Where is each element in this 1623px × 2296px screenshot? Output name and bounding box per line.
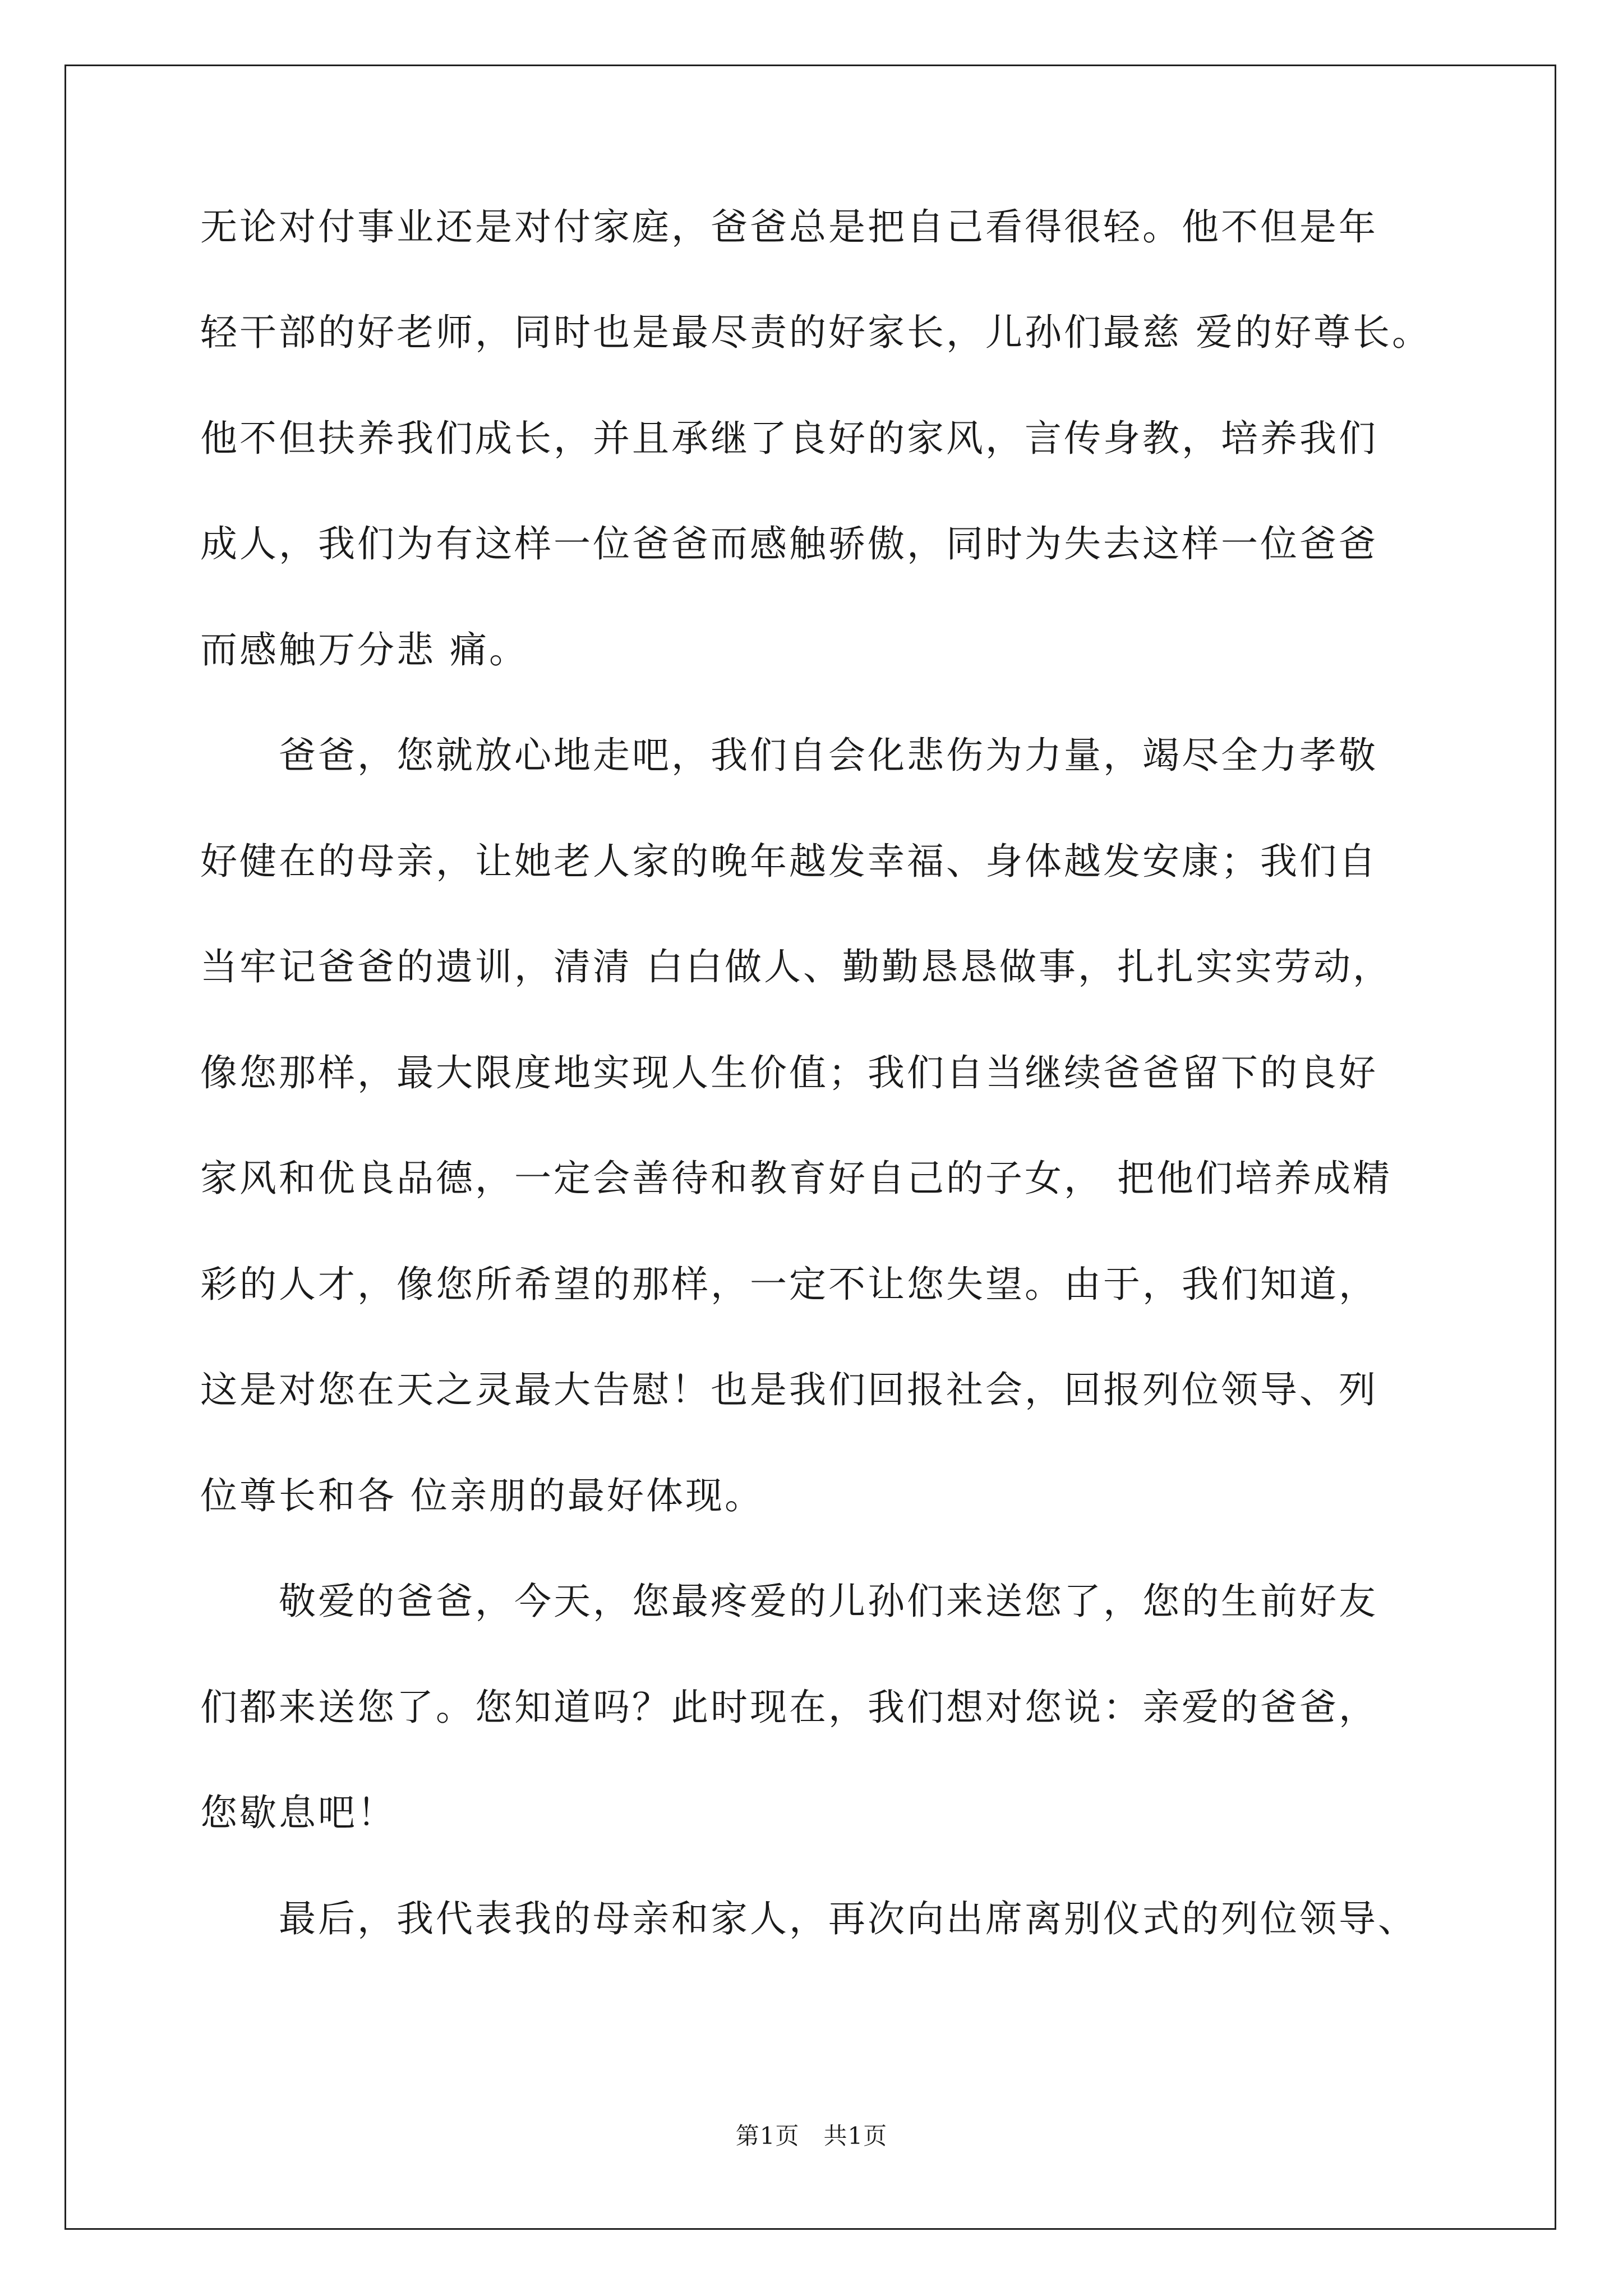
text-line-6: 爸爸，您就放心地走吧，我们自会化悲伤为力量，竭尽全力孝敬 bbox=[200, 734, 1378, 777]
text-line-3: 他不但扶养我们成长，并且承继了良好的家风，言传身教，培养我们 bbox=[200, 417, 1378, 460]
text-line-11: 彩的人才，像您所希望的那样，一定不让您失望。由于，我们知道， bbox=[200, 1263, 1378, 1306]
text-line-4: 成人，我们为有这样一位爸爸而感触骄傲，同时为失去这样一位爸爸 bbox=[200, 522, 1378, 565]
text-line-17: 最后，我代表我的母亲和家人，再次向出席离别仪式的列位领导、 bbox=[200, 1897, 1417, 1940]
text-line-8: 当牢记爸爸的遗训，清清 白白做人、勤勤恳恳做事，扎扎实实劳动， bbox=[200, 945, 1392, 988]
text-line-13: 位尊长和各 位亲朋的最好体现。 bbox=[200, 1474, 764, 1517]
text-line-7: 好健在的母亲，让她老人家的晚年越发幸福、身体越发安康；我们自 bbox=[200, 840, 1378, 883]
text-line-16: 您歇息吧！ bbox=[200, 1791, 396, 1834]
text-line-10: 家风和优良品德，一定会善待和教育好自己的子女， 把他们培养成精 bbox=[200, 1157, 1392, 1200]
text-line-14: 敬爱的爸爸，今天，您最疼爱的儿孙们来送您了，您的生前好友 bbox=[200, 1580, 1378, 1623]
page-number-footer: 第1页 共1页 bbox=[735, 2122, 888, 2150]
text-line-9: 像您那样，最大限度地实现人生价值；我们自当继续爸爸留下的良好 bbox=[200, 1051, 1378, 1094]
text-line-1: 无论对付事业还是对付家庭，爸爸总是把自己看得很轻。他不但是年 bbox=[200, 205, 1378, 249]
text-line-12: 这是对您在天之灵最大告慰！也是我们回报社会，回报列位领导、列 bbox=[200, 1368, 1378, 1411]
text-line-2: 轻干部的好老师，同时也是最尽责的好家长，儿孙们最慈 爱的好尊长。 bbox=[200, 311, 1431, 354]
text-line-15: 们都来送您了。您知道吗？此时现在，我们想对您说：亲爱的爸爸， bbox=[200, 1686, 1378, 1729]
text-line-5: 而感触万分悲 痛。 bbox=[200, 628, 528, 671]
